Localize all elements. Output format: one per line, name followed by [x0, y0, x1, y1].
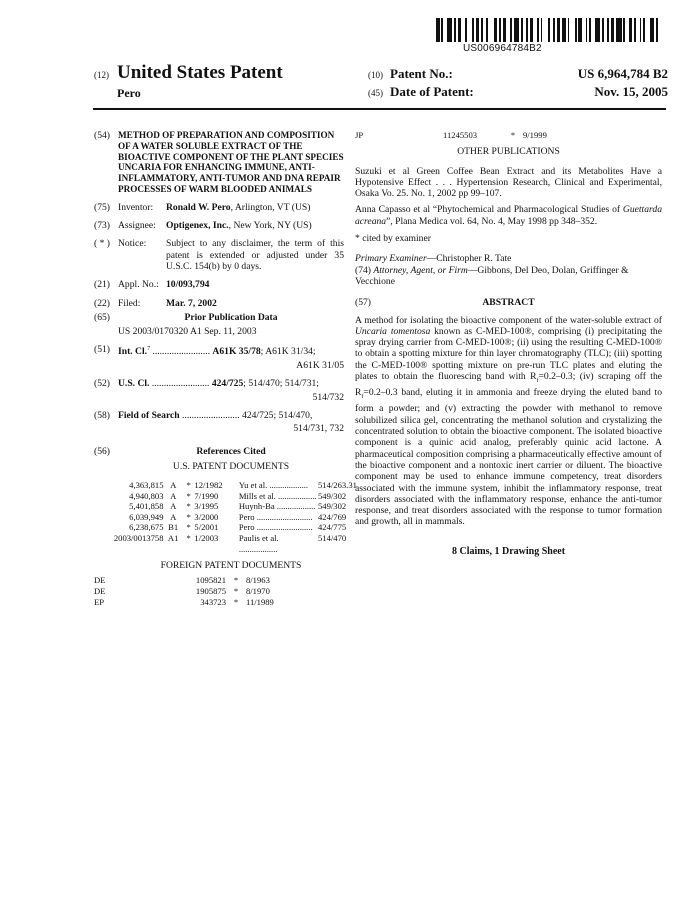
us-doc-cls: 424/769	[318, 511, 347, 522]
appl-code: (21)	[94, 279, 110, 291]
foreign-doc-date: 8/1970	[246, 586, 270, 597]
filed-field	[94, 298, 344, 309]
patent-number-row	[368, 66, 668, 84]
abstract-part-1: A method for isolating the bioactive component of the water-soluble extract of	[355, 314, 662, 326]
prior-field	[94, 312, 344, 323]
us-cl-label: U.S. Cl.	[118, 378, 150, 390]
pub2-part-a: Anna Capasso et al “Phytochemical and Pharmacological Studies of	[355, 204, 623, 216]
us-doc-kind: A1	[167, 532, 179, 543]
us-docs-heading: U.S. PATENT DOCUMENTS	[172, 460, 290, 472]
us-doc-kind: A	[170, 511, 177, 522]
us-doc-cls: 514/470	[318, 532, 347, 543]
foreign-doc-star: *	[233, 575, 239, 586]
int-cl-sup: 7	[147, 346, 151, 353]
us-doc-cls: 549/302	[318, 490, 347, 501]
filed-label: Filed:	[118, 297, 141, 309]
us-doc-kind: A	[170, 501, 177, 512]
filed-code: (22)	[94, 297, 110, 309]
foreign-doc-country: DE	[94, 586, 106, 597]
assignee-value	[166, 220, 344, 231]
us-doc-row	[94, 501, 347, 512]
us-doc-date: 7/1990	[194, 490, 219, 501]
us-doc-cls: 424/775	[318, 522, 347, 533]
foreign-doc-country: EP	[94, 596, 105, 607]
code-10: (10)	[368, 70, 383, 80]
foreign-docs-table	[94, 575, 344, 607]
us-doc-star: *	[186, 522, 191, 533]
barcode-bar	[658, 18, 662, 42]
us-doc-kind: B1	[168, 522, 179, 533]
patent-number-label: Patent No.:	[390, 66, 453, 81]
foreign-doc-star: *	[233, 596, 239, 607]
appl-label: Appl. No.:	[118, 279, 159, 291]
us-doc-star: *	[186, 501, 191, 512]
field-rest1: 424/725; 514/470,	[242, 409, 313, 421]
code-45: (45)	[368, 88, 383, 98]
foreign-doc-row	[94, 586, 344, 597]
us-doc-name: Huynh-Ba ..................	[238, 501, 316, 512]
us-doc-row	[94, 522, 347, 533]
us-doc-cls: 514/263.31	[318, 480, 357, 491]
inventor-code: (75)	[94, 201, 110, 213]
primary-examiner	[355, 253, 662, 264]
title-field	[94, 130, 344, 195]
barcode-number: US006964784B2	[463, 43, 542, 54]
attorney	[355, 265, 662, 288]
us-doc-date: 3/1995	[194, 501, 219, 512]
us-doc-star: *	[186, 532, 191, 543]
us-doc-kind: A	[170, 490, 177, 501]
int-cl-dots: ........................	[150, 346, 213, 358]
abstract-code: (57)	[355, 297, 371, 309]
us-doc-cls: 549/302	[318, 501, 347, 512]
appl-field	[94, 279, 344, 290]
us-cl-code: (52)	[94, 378, 110, 390]
filed-date: Mar. 7, 2002	[166, 297, 217, 309]
foreign-doc-row	[94, 575, 344, 586]
foreign-doc-date: 8/1963	[246, 575, 270, 586]
assignee-code: (73)	[94, 220, 110, 232]
right-column	[355, 130, 662, 557]
inventor-surname: Pero	[117, 86, 141, 100]
code-12: (12)	[94, 70, 109, 80]
inventor-location: , Arlington, VT (US)	[230, 201, 311, 213]
jp-number: 11245503	[443, 130, 478, 140]
us-doc-date: 12/1982	[194, 480, 223, 491]
jp-date: 9/1999	[523, 130, 547, 140]
us-doc-row	[94, 511, 347, 523]
us-doc-row	[94, 490, 347, 502]
foreign-doc-row	[94, 597, 344, 608]
foreign-docs-heading: FOREIGN PATENT DOCUMENTS	[160, 560, 302, 572]
assignee-field	[94, 220, 344, 231]
foreign-doc-country: DE	[94, 575, 106, 586]
int-cl-rest1: ; A61K 31/34;	[260, 346, 316, 358]
patent-number: US 6,964,784 B2	[577, 66, 668, 81]
foreign-doc-num: 343723	[200, 596, 226, 607]
abstract-part-2: known as C-MED-100®, comprising (i) precipitating the spray drying carrier from C-MED-100®; (ii) using the resulting C-MED-100® to obtain a spotting mixture for thin layer chromatography (TLC); (iii) spotting the C-MED-100® spotting mixture on pre-run TLC plates and eluting the plates to obtain the fluorescing band with R	[355, 325, 662, 383]
attorney-name: —Gibbons, Del Deo, Dolan, Griffinger & Vecchione	[355, 264, 629, 287]
us-doc-name: Yu et al. ..................	[238, 480, 309, 491]
attorney-label: Attorney, Agent, or Firm	[373, 264, 468, 276]
us-docs-table	[94, 480, 357, 554]
foreign-doc-star: *	[233, 586, 239, 597]
cited-by-examiner: * cited by examiner	[355, 233, 431, 245]
notice-field	[94, 238, 344, 272]
patent-date-row	[368, 84, 668, 102]
us-doc-num: 6,238,675	[129, 522, 164, 533]
abstract-heading: ABSTRACT	[482, 297, 535, 309]
field-rest2: 514/731, 732	[293, 423, 344, 435]
patent-header-right	[368, 66, 668, 102]
publication-2	[355, 204, 662, 227]
inventor-label: Inventor:	[118, 201, 154, 213]
int-cl-label: Int. Cl.	[118, 346, 148, 358]
us-doc-name: Mills et al. ..................	[238, 490, 317, 501]
us-cl-field	[94, 378, 344, 389]
us-doc-star: *	[186, 511, 191, 522]
notice-text: Subject to any disclaimer, the term of this patent is extended or adjusted under 35 U.S.C. 154(b) by 0 days.	[166, 238, 344, 272]
assignee-label: Assignee:	[118, 220, 156, 232]
patent-header-left	[94, 62, 283, 84]
field-of-search	[94, 410, 344, 421]
pub2-part-b: ”, Plana Medica vol. 64, No. 4, May 1998 pp 348–352.	[386, 215, 598, 227]
us-doc-num: 4,363,815	[129, 480, 164, 491]
us-cl-main: 424/725	[211, 378, 244, 390]
primary-examiner-label: Primary Examiner	[355, 253, 427, 265]
int-cl-main: A61K 35/78	[212, 346, 261, 358]
us-cl-rest1: ; 514/470; 514/731;	[243, 378, 319, 390]
us-doc-num: 5,401,858	[129, 501, 164, 512]
refs-code: (56)	[94, 446, 110, 458]
int-cl-value	[118, 344, 316, 357]
field-value	[118, 410, 312, 421]
us-doc-date: 1/2003	[194, 532, 219, 543]
primary-examiner-name: —Christopher R. Tate	[426, 253, 512, 265]
header-rule	[93, 108, 666, 110]
patent-date: Nov. 15, 2005	[594, 84, 668, 99]
other-publications-heading: OTHER PUBLICATIONS	[457, 146, 560, 158]
int-cl-field	[94, 344, 344, 357]
notice-label: Notice:	[118, 238, 147, 250]
inventor-field	[94, 202, 344, 213]
publication-1: Suzuki et al Green Coffee Bean Extract and its Metabolites Have a Hypotensive Effect . . . Hypertension Research, Clinical and Experimental, Osaka Vo. 25. No. 1, 2002 pp 99–107.	[355, 165, 662, 200]
pub2-italic: Guettarda acreana	[355, 204, 662, 227]
us-doc-num: 4,940,803	[129, 490, 164, 501]
appl-number: 10/093,794	[166, 279, 210, 291]
foreign-doc-num: 1095821	[195, 575, 226, 586]
us-doc-name: Pero ..........................	[238, 511, 313, 522]
us-doc-star: *	[186, 480, 191, 491]
foreign-doc-num: 1905875	[195, 586, 226, 597]
abstract-heading-row	[355, 297, 662, 308]
field-label: Field of Search	[118, 409, 180, 421]
left-column	[94, 130, 357, 607]
abstract-part-3: =0.2–0.3; (iv) scraping off the R	[355, 371, 663, 399]
claims-summary: 8 Claims, 1 Drawing Sheet	[451, 545, 566, 557]
abstract-part-4: =0.2–0.3 band, eluting it in ammonia and freeze drying the eluted band to form a powder; and (v) extracting the powder with methanol to remove solubilized silica gel, concentrating the methanol solution and crystalizing the concentrated solution to obtain the bioactive component. The isolated bioactive component is a quinic acid analog, preferably quinic acid lactone. A pharmaceutical composition comprising a pharmaceutically effective amount of the bioactive component and a nontoxic inert carrier or diluent. The bioactive component may be used to enhance immune competency, treat disorders associated with the immune system, inhibit the inflammatory response, treat disorders associated with the inflammatory response, enhance the anti-tumor response, and treat disorders associated with the response to tumor formation and growth, all in mammals.	[355, 387, 662, 528]
title-code: (54)	[94, 130, 110, 141]
prior-heading: Prior Publication Data	[184, 311, 278, 323]
us-doc-row	[94, 532, 347, 554]
us-cl-rest2: 514/732	[312, 391, 344, 403]
us-doc-date: 5/2001	[194, 522, 219, 533]
field-dots: ........................	[179, 409, 243, 421]
abstract-sub-2: f	[361, 394, 364, 401]
field-code: (58)	[94, 409, 110, 421]
us-doc-num: 6,039,949	[129, 511, 164, 522]
assignee-location: , New York, NY (US)	[228, 220, 312, 232]
jp-doc-row	[355, 130, 662, 141]
patent-title: United States Patent	[117, 62, 283, 83]
inventor-name: Ronald W. Pero	[166, 201, 231, 213]
notice-code: ( * )	[94, 238, 110, 250]
us-cl-dots: ........................	[149, 378, 212, 390]
prior-code: (65)	[94, 311, 110, 323]
us-doc-row	[94, 480, 357, 491]
inventor-value	[166, 202, 344, 213]
us-cl-value	[118, 378, 319, 389]
refs-heading: References Cited	[196, 446, 266, 458]
jp-country: JP	[355, 130, 364, 140]
us-doc-date: 3/2000	[194, 511, 219, 522]
us-doc-name: Paulis et al. ..................	[238, 532, 279, 554]
abstract-text	[355, 315, 662, 528]
patent-date-label: Date of Patent:	[390, 84, 474, 99]
us-doc-num: 2003/0013758	[113, 532, 164, 543]
int-cl-code: (51)	[94, 344, 110, 356]
refs-field	[94, 446, 344, 457]
jp-star: *	[510, 130, 516, 140]
prior-data: US 2003/0170320 A1 Sep. 11, 2003	[118, 326, 257, 338]
us-doc-kind: A	[170, 480, 177, 491]
assignee-name: Optigenex, Inc.	[166, 220, 229, 232]
int-cl-rest2: A61K 31/05	[296, 359, 344, 371]
attorney-code: (74)	[355, 264, 371, 276]
us-doc-name: Pero ..........................	[238, 522, 313, 533]
invention-title: METHOD OF PREPARATION AND COMPOSITION OF A WATER SOLUBLE EXTRACT OF THE BIOACTIVE COMPONENT OF THE PLANT SPECIES UNCARIA FOR ENHANCING IMMUNE, ANTI-INFLAMMATORY, ANTI-TUMOR AND DNA REPAIR PROCESSES OF WARM BLOODED ANIMALS	[118, 130, 344, 194]
foreign-doc-date: 11/1989	[246, 596, 274, 607]
abstract-sub-1: f	[536, 377, 539, 384]
abstract-italic: Uncaria tomentosa	[355, 325, 431, 337]
barcode-image	[436, 18, 662, 42]
us-doc-star: *	[186, 490, 191, 501]
